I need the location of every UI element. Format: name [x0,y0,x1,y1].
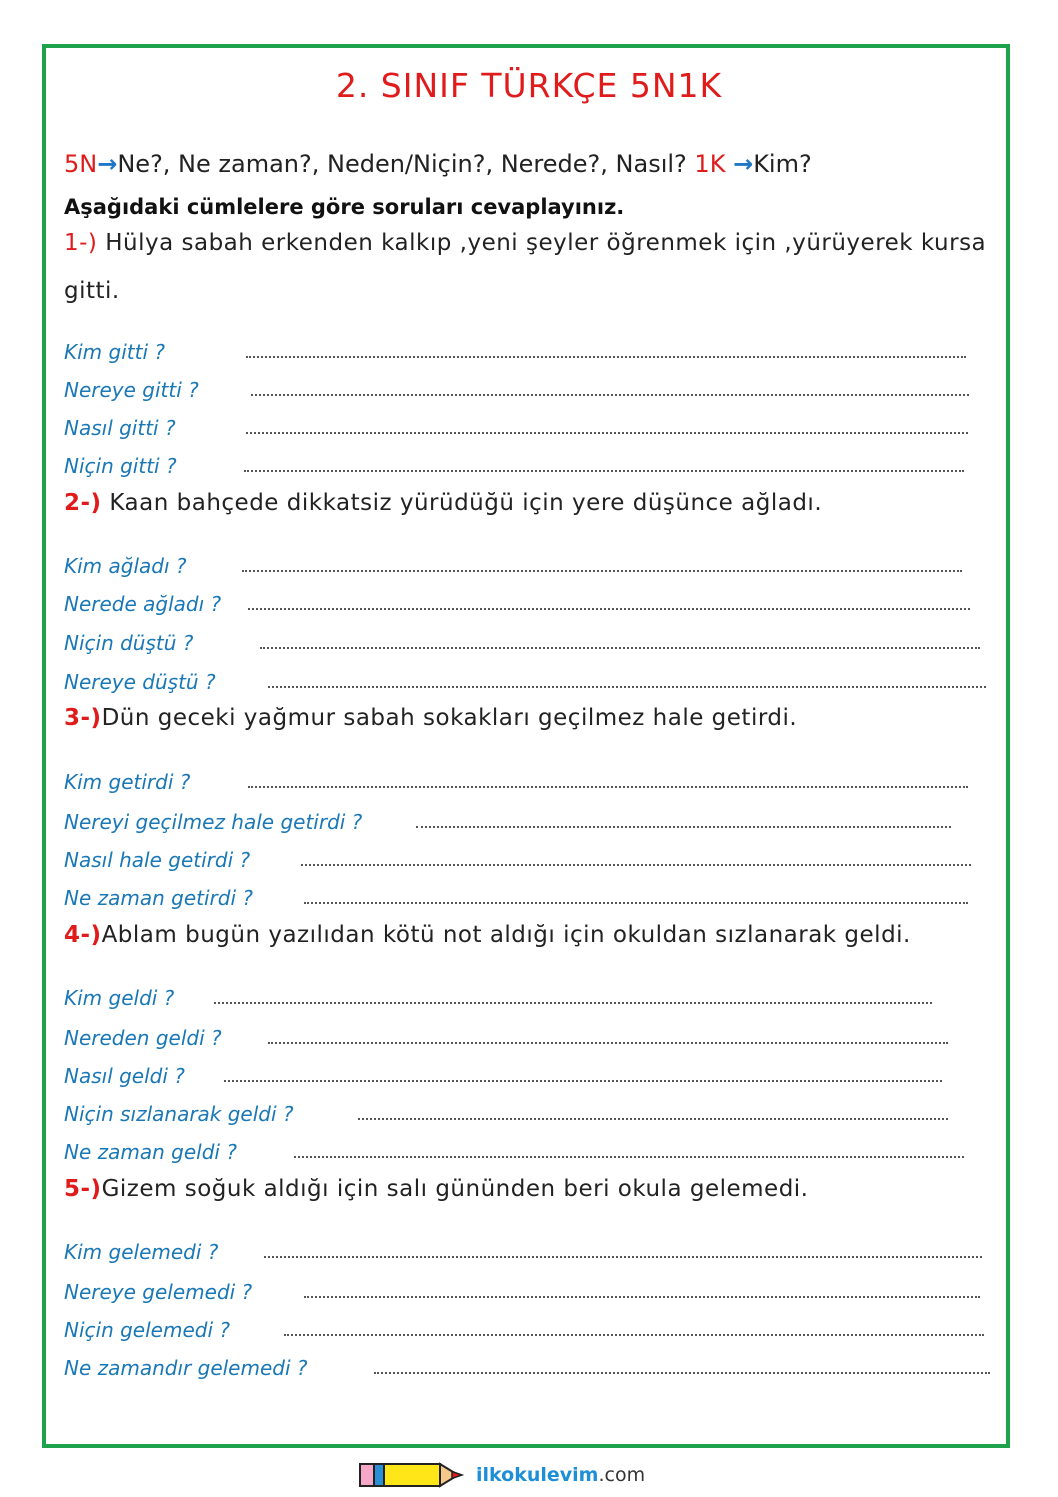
question-label: Nereye gitti ? [64,378,199,402]
footer [358,1458,645,1492]
answer-line[interactable] [246,432,968,434]
question-label: Ne zamandır gelemedi ? [64,1356,308,1380]
sentence-1-continued: gitti. [64,278,120,304]
sentence-text: Kaan bahçede dikkatsiz yürüdüğü için yere düşünce ağladı. [109,490,823,516]
answer-line[interactable] [301,864,971,866]
question-row [64,1058,942,1088]
answer-line[interactable] [268,1042,948,1044]
arrow-right-icon: → [733,150,754,178]
question-row [64,334,966,364]
question-row [64,448,964,478]
answer-line[interactable] [374,1372,990,1374]
question-row [64,586,970,616]
answer-line[interactable] [260,647,980,649]
five-n-questions: Ne?, Ne zaman?, Neden/Niçin?, Nerede?, Nasıl? [117,150,687,178]
one-k-label: 1K [694,150,726,178]
sentence-3 [64,705,797,731]
sentence-text: Hülya sabah erkenden kalkıp ,yeni şeyler öğrenmek için ,yürüyerek kursa [105,230,987,256]
question-row [64,1274,980,1304]
question-row [64,1312,984,1342]
answer-line[interactable] [214,1002,932,1004]
question-label: Nasıl geldi ? [64,1064,185,1088]
question-label: Nereden geldi ? [64,1026,222,1050]
question-label: Niçin gelemedi ? [64,1318,230,1342]
question-label: Nerede ağladı ? [64,592,222,616]
sentence-number: 3-) [64,705,102,731]
site-name[interactable]: ilkokulevim.com [476,1464,646,1486]
question-row [64,548,962,578]
question-row [64,880,968,910]
sentence-2 [64,490,822,516]
question-label: Kim geldi ? [64,986,175,1010]
question-row [64,625,980,655]
answer-line[interactable] [248,608,970,610]
question-label: Nasıl hale getirdi ? [64,848,251,872]
question-row [64,664,986,694]
answer-line[interactable] [242,570,962,572]
pencil-logo-icon [358,1460,470,1490]
answer-line[interactable] [264,1256,982,1258]
page-title: 2. SINIF TÜRKÇE 5N1K [335,66,723,105]
question-row [64,1096,948,1126]
question-row [64,1234,982,1264]
question-row [64,1350,990,1380]
question-label: Niçin sızlanarak geldi ? [64,1102,294,1126]
sentence-number: 1-) [64,230,98,256]
question-label: Niçin düştü ? [64,631,194,655]
arrow-right-icon: → [97,150,118,178]
question-row [64,1020,948,1050]
question-label: Niçin gitti ? [64,454,177,478]
answer-line[interactable] [251,394,969,396]
question-label: Nereye düştü ? [64,670,216,694]
intro-line [64,150,812,178]
sentence-1 [64,230,986,256]
question-row [64,764,968,794]
answer-line[interactable] [416,826,951,828]
answer-line[interactable] [304,1296,980,1298]
one-k-question: Kim? [753,150,812,178]
question-label: Kim getirdi ? [64,770,191,794]
question-label: Kim ağladı ? [64,554,187,578]
answer-line[interactable] [244,470,964,472]
question-label: Nasıl gitti ? [64,416,176,440]
answer-line[interactable] [268,686,986,688]
five-n-label: 5N [64,150,98,178]
question-label: Kim gitti ? [64,340,165,364]
sentence-text: Ablam bugün yazılıdan kötü not aldığı için okuldan sızlanarak geldi. [101,922,911,948]
question-label: Nereye gelemedi ? [64,1280,253,1304]
answer-line[interactable] [304,902,968,904]
answer-line[interactable] [248,786,968,788]
question-row [64,410,968,440]
sentence-text: Dün geceki yağmur sabah sokakları geçilmez hale getirdi. [101,705,798,731]
sentence-number: 5-) [64,1176,102,1202]
question-row [64,980,932,1010]
question-row [64,1134,964,1164]
question-row [64,372,969,402]
sentence-5 [64,1176,809,1202]
question-label: Kim gelemedi ? [64,1240,219,1264]
question-label: Ne zaman getirdi ? [64,886,253,910]
answer-line[interactable] [294,1156,964,1158]
question-label: Ne zaman geldi ? [64,1140,237,1164]
question-row [64,842,971,872]
instruction: Aşağıdaki cümlelere göre soruları cevaplayınız. [64,195,625,219]
answer-line[interactable] [224,1080,942,1082]
sentence-number: 4-) [64,922,102,948]
answer-line[interactable] [246,356,966,358]
answer-line[interactable] [284,1334,984,1336]
sentence-4 [64,922,911,948]
sentence-number: 2-) [64,490,102,516]
question-label: Nereyi geçilmez hale getirdi ? [64,810,363,834]
question-row [64,804,951,834]
sentence-text: Gizem soğuk aldığı için salı gününden beri okula gelemedi. [101,1176,809,1202]
answer-line[interactable] [358,1118,948,1120]
